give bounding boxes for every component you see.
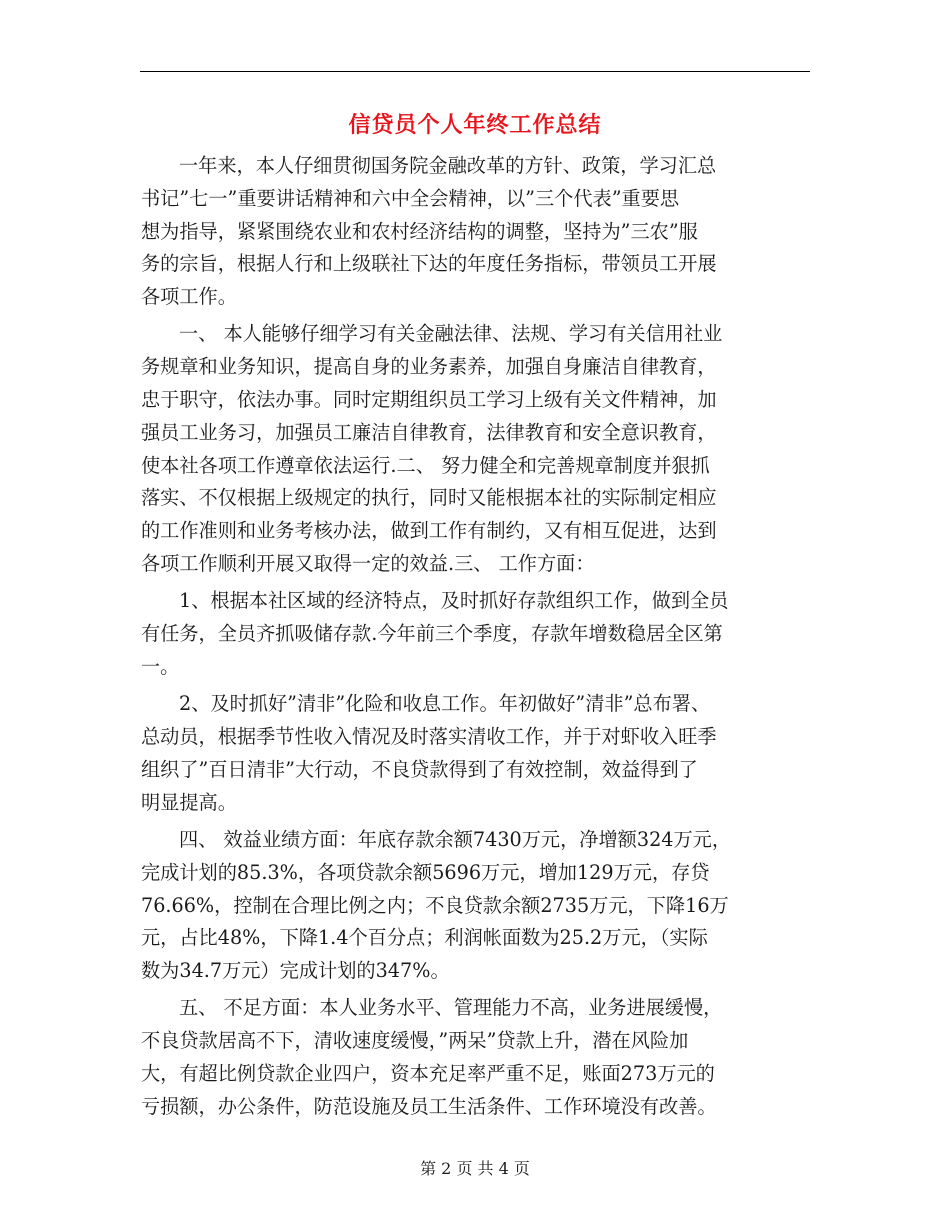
- text-line: 五、 不足方面：本人业务水平、管理能力不高，业务进展缓慢，: [179, 996, 723, 1020]
- text-line: 各项工作。: [141, 285, 237, 309]
- text-line: 总动员，根据季节性收入情况及时落实清收工作，并于对虾收入旺季: [141, 725, 717, 749]
- text-line: 不良贷款居高不下，清收速度缓慢，”两呆”贷款上升，潜在风险加: [141, 1029, 689, 1053]
- text-line: 亏损额，办公条件，防范设施及员工生活条件、工作环境没有改善。: [141, 1094, 717, 1118]
- paragraph-item-1: [141, 585, 813, 683]
- text-line: 强员工业务习，加强员工廉洁自律教育，法律教育和安全意识教育，: [141, 420, 717, 444]
- text-line: 大，有超比例贷款企业四户，资本充足率严重不足，账面273万元的: [141, 1062, 715, 1086]
- text-line: 的工作准则和业务考核办法，做到工作有制约，又有相互促进，达到: [141, 519, 717, 543]
- text-line: 明显提高。: [141, 790, 237, 814]
- text-line: 2、及时抓好”清非”化险和收息工作。年初做好”清非”总布署、: [179, 692, 711, 716]
- text-line: 数为34.7万元）完成计划的347%。: [141, 959, 450, 983]
- text-line: 1、根据本社区域的经济特点，及时抓好存款组织工作，做到全员: [179, 589, 729, 613]
- header-rule: [140, 71, 810, 72]
- text-line: 元，占比48%，下降1.4个百分点；利润帐面数为25.2万元，（实际: [141, 926, 708, 950]
- text-line: 完成计划的85.3%，各项贷款余额5696万元，增加129万元，存贷: [141, 860, 710, 884]
- text-line: 各项工作顺利开展又取得一定的效益.三、 工作方面：: [141, 552, 595, 576]
- text-line: 一年来，本人仔细贯彻国务院金融改革的方针、政策，学习汇总: [179, 154, 717, 177]
- paragraph-section-4: [141, 824, 813, 988]
- text-line: 76.66%，控制在合理比例之内；不良贷款余额2735万元，下降16万: [141, 893, 729, 917]
- text-line: 落实、不仅根据上级规定的执行，同时又能根据本社的实际制定相应: [141, 486, 717, 510]
- text-line: 组织了”百日清非”大行动，不良贷款得到了有效控制，效益得到了: [141, 757, 698, 781]
- paragraph-intro: [141, 150, 813, 314]
- text-line: 书记”七一”重要讲话精神和六中全会精神，以”三个代表”重要思: [141, 186, 680, 210]
- paragraph-section-5: [141, 992, 813, 1123]
- paragraph-item-2: [141, 688, 813, 819]
- text-line: 务的宗旨，根据人行和上级联社下达的年度任务指标，带领员工开展: [141, 252, 717, 276]
- text-line: 使本社各项工作遵章依法运行.二、 努力健全和完善规章制度并狠抓: [141, 453, 710, 477]
- text-line: 有任务，全员齐抓吸储存款.今年前三个季度，存款年增数稳居全区第: [141, 622, 723, 646]
- document-body: [141, 150, 813, 1128]
- text-line: 一、 本人能够仔细学习有关金融法律、法规、学习有关信用社业: [179, 322, 723, 346]
- paragraph-section-1: [141, 318, 813, 580]
- text-line: 想为指导，紧紧围绕农业和农村经济结构的调整，坚持为”三农”服: [141, 219, 698, 243]
- text-line: 四、 效益业绩方面：年底存款余额7430万元，净增额324万元，: [179, 827, 732, 851]
- page-number-footer: 第 2 页 共 4 页: [420, 1159, 530, 1178]
- text-line: 务规章和业务知识，提高自身的业务素养，加强自身廉洁自律教育，: [141, 355, 717, 379]
- text-line: 一。: [141, 654, 180, 678]
- document-title: 信贷员个人年终工作总结: [348, 113, 602, 138]
- text-line: 忠于职守，依法办事。同时定期组织员工学习上级有关文件精神，加: [141, 388, 717, 412]
